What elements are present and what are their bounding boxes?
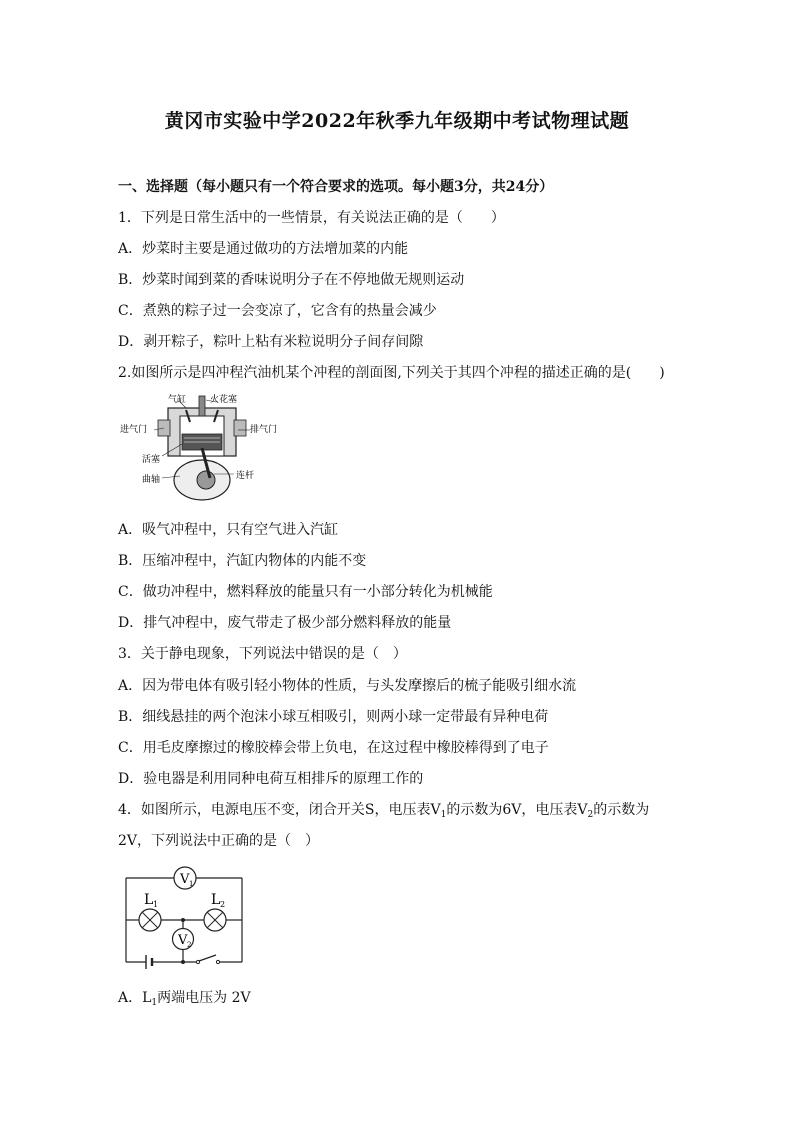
label-cylinder: 气缸	[168, 395, 187, 405]
label-piston: 活塞	[142, 455, 161, 465]
svg-text:1: 1	[189, 880, 194, 888]
label-intake-valve: 进气门	[120, 425, 148, 435]
q1-option-c: C．煮熟的粽子过一会变凉了，它含有的热量会减少	[118, 303, 437, 319]
exam-title: 黄冈市实验中学2022年秋季九年级期中考试物理试题	[164, 110, 630, 132]
q1-option-d: D．剥开粽子，粽叶上粘有米粒说明分子间存间隙	[118, 334, 424, 350]
svg-text:2: 2	[220, 900, 226, 909]
q2-option-b: B．压缩冲程中，汽缸内物体的内能不变	[118, 553, 367, 569]
label-crankshaft: 曲轴	[142, 475, 161, 485]
q4-option-a: A．$L_1$两端电压为 2V	[118, 990, 251, 1008]
svg-text:1: 1	[153, 900, 159, 909]
q2-option-c: C．做功冲程中，燃料释放的能量只有一小部分转化为机械能	[118, 584, 493, 600]
q2-option-d: D．排气冲程中，废气带走了极少部分燃料释放的能量	[118, 615, 452, 631]
q4-stem-line2: 2V，下列说法中正确的是（ ）	[118, 833, 320, 849]
label-spark-plug: 火花塞	[210, 395, 238, 405]
q4-stem: 4．如图所示，电源电压不变，闭合开关S，电压表$V_1$的示数为6V，电压表$V_2$的示数为	[118, 802, 650, 820]
q3-option-a: A．因为带电体有吸引轻小物体的性质，与头发摩擦后的梳子能吸引细水流	[118, 678, 577, 694]
section-heading: 一、选择题（每小题只有一个符合要求的选项。每小题3分，共24分）	[118, 179, 554, 195]
q3-option-c: C．用毛皮摩擦过的橡胶棒会带上负电，在这过程中橡胶棒得到了电子	[118, 740, 549, 756]
q2-option-a: A．吸气冲程中，只有空气进入汽缸	[118, 522, 339, 538]
label-connecting-rod: 连杆	[236, 471, 255, 481]
q1-option-b: B．炒菜时闻到菜的香味说明分子在不停地做无规则运动	[118, 272, 465, 288]
q1-stem: 1．下列是日常生活中的一些情景，有关说法正确的是（ ）	[118, 210, 505, 226]
circuit-diagram-figure	[118, 862, 253, 970]
label-exhaust-valve: 排气门	[250, 425, 278, 435]
q3-option-d: D．验电器是利用同种电荷互相排斥的原理工作的	[118, 771, 424, 787]
q3-option-b: B．细线悬挂的两个泡沫小球互相吸引，则两小球一定带最有异种电荷	[118, 709, 549, 725]
q2-stem: 2.如图所示是四冲程汽油机某个冲程的剖面图,下列关于其四个冲程的描述正确的是( )	[118, 365, 665, 381]
v2-symbol: V	[178, 933, 188, 948]
q1-option-a: A．炒菜时主要是通过做功的方法增加菜的内能	[118, 241, 409, 257]
v1-symbol: V	[180, 872, 190, 887]
svg-text:2: 2	[187, 941, 192, 949]
l2-symbol: L	[211, 892, 221, 908]
l1-symbol: L	[144, 892, 154, 908]
q3-stem: 3．关于静电现象，下列说法中错误的是（ ）	[118, 646, 407, 662]
engine-cross-section-figure	[118, 390, 288, 505]
